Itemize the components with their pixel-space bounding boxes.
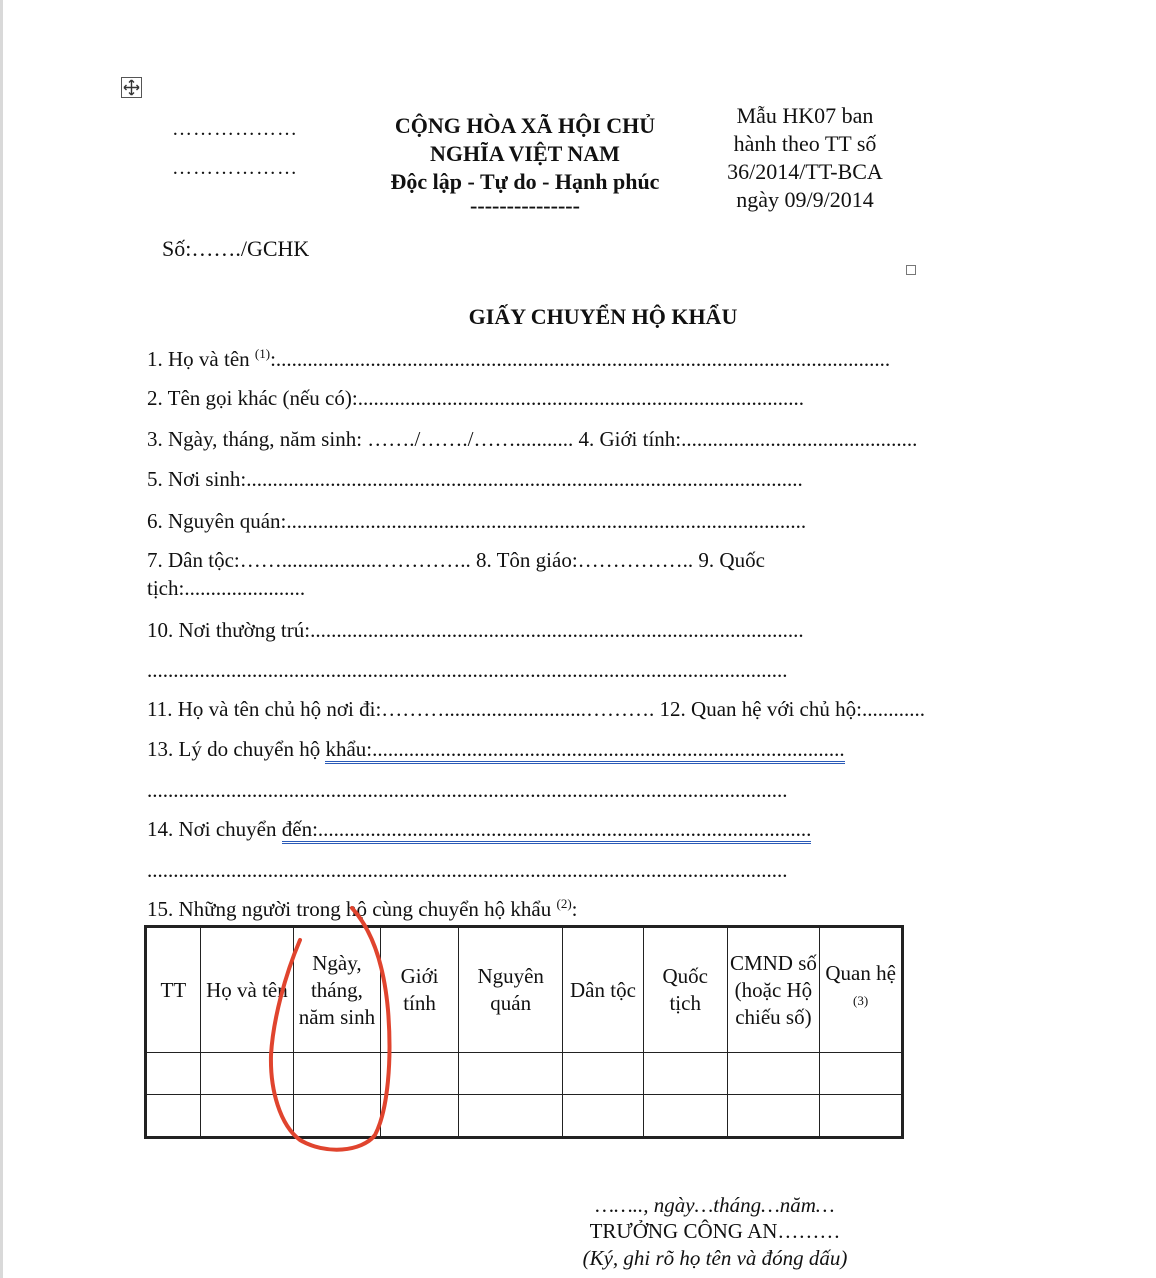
signature-office: TRƯỞNG CÔNG AN………	[589, 1219, 841, 1243]
table-cell[interactable]	[643, 1095, 727, 1138]
field-5-birthplace[interactable]: 5. Nơi sinh:..........................................................................................................	[147, 467, 803, 491]
signature-note: (Ký, ghi rõ họ tên và đóng dấu)	[582, 1246, 848, 1270]
field-13-underlined: khẩu:..........................................................................................	[325, 737, 844, 764]
table-cell[interactable]	[200, 1095, 293, 1138]
field-13-label: 13. Lý do chuyển hộ	[147, 737, 326, 761]
col-header-nationality: Quốc tịch	[643, 927, 727, 1053]
field-14-continued[interactable]: ..........................................................................................................................	[147, 858, 788, 882]
nation-line-2: NGHĨA VIỆT NAM	[430, 141, 620, 166]
field-11-household-head[interactable]: 11. Họ và tên chủ hộ nơi đi:………...........................………. 12. Quan hệ với chủ hộ:............	[147, 697, 925, 721]
table-cell[interactable]	[727, 1053, 820, 1095]
col-header-id: CMND số (hoặc Hộ chiếu số)	[727, 927, 820, 1053]
table-header-row	[146, 927, 903, 1053]
table-cell[interactable]	[294, 1095, 381, 1138]
form-code-line-4: ngày 09/9/2014	[736, 187, 874, 212]
field-1-dots: :.....................................................................................................................	[270, 347, 891, 371]
table-row	[146, 1053, 903, 1095]
field-14-label: 14. Nơi chuyển	[147, 817, 282, 841]
field-10-permanent-residence[interactable]: 10. Nơi thường trú:..............................................................................................	[147, 618, 804, 642]
table-cell[interactable]	[563, 1053, 644, 1095]
field-3-birthdate-gender[interactable]: 3. Ngày, tháng, năm sinh: ……./……./……........... 4. Giới tính:.............................................	[147, 427, 918, 451]
table-cell[interactable]	[820, 1053, 903, 1095]
col-header-relation-label: Quan hệ	[825, 961, 896, 985]
table-cell[interactable]	[727, 1095, 820, 1138]
nation-line-1: CỘNG HÒA XÃ HỘI CHỦ	[394, 113, 656, 138]
table-cell[interactable]	[459, 1095, 563, 1138]
col-header-gender: Giới tính	[380, 927, 459, 1053]
motto-rule: ---------------	[470, 193, 580, 218]
col-header-hometown: Nguyên quán	[459, 927, 563, 1053]
signature-date: …….., ngày…tháng…năm…	[595, 1193, 835, 1217]
col-header-birthdate: Ngày, tháng, năm sinh	[294, 927, 381, 1053]
table-cell[interactable]	[380, 1053, 459, 1095]
field-15-colon: :	[571, 897, 578, 921]
field-15-members	[147, 896, 578, 922]
page-edge	[0, 0, 3, 1278]
footnote-3: (3)	[853, 993, 869, 1008]
motto: Độc lập - Tự do - Hạnh phúc	[390, 169, 660, 194]
col-header-name: Họ và tên	[200, 927, 293, 1053]
document-title: GIẤY CHUYỂN HỘ KHẨU	[468, 304, 738, 329]
form-code-line-3: 36/2014/TT-BCA	[727, 159, 883, 184]
footnote-2: (2)	[556, 896, 572, 911]
table-cell[interactable]	[643, 1053, 727, 1095]
form-code-line-2: hành theo TT số	[733, 131, 877, 156]
field-1-label: 1. Họ và tên	[147, 347, 250, 371]
table-move-handle-icon[interactable]	[121, 77, 142, 98]
table-cell[interactable]	[146, 1095, 201, 1138]
agency-dots-2: ………………	[172, 157, 298, 179]
field-14-destination[interactable]	[147, 817, 811, 842]
form-code	[700, 102, 910, 214]
household-members-table	[144, 925, 904, 1139]
field-15-label: 15. Những người trong hộ cùng chuyển hộ khẩu	[147, 897, 552, 921]
col-header-relation	[820, 927, 903, 1053]
field-9-nationality[interactable]: tịch:.......................	[147, 576, 306, 600]
national-header	[340, 112, 710, 216]
col-header-tt: TT	[146, 927, 201, 1053]
field-1-full-name[interactable]	[147, 346, 890, 372]
field-6-hometown[interactable]: 6. Nguyên quán:...................................................................................................	[147, 509, 807, 533]
table-cell[interactable]	[820, 1095, 903, 1138]
table-cell[interactable]	[146, 1053, 201, 1095]
footnote-1: (1)	[254, 346, 271, 361]
document-number: Số:……./GCHK	[162, 236, 310, 261]
table-cell[interactable]	[380, 1095, 459, 1138]
field-10-continued[interactable]: ..........................................................................................................................	[147, 658, 788, 682]
col-header-ethnicity: Dân tộc	[563, 927, 644, 1053]
agency-dots-1: ………………	[172, 118, 298, 140]
table-resize-handle[interactable]	[906, 265, 916, 275]
table-cell[interactable]	[563, 1095, 644, 1138]
table-row	[146, 1095, 903, 1138]
field-13-continued[interactable]: ..........................................................................................................................	[147, 778, 788, 802]
table-cell[interactable]	[200, 1053, 293, 1095]
table-cell[interactable]	[459, 1053, 563, 1095]
field-2-other-name[interactable]: 2. Tên gọi khác (nếu có):.....................................................................................	[147, 386, 804, 410]
table-cell[interactable]	[294, 1053, 381, 1095]
field-14-underlined: đến:..............................................................................................	[282, 817, 812, 844]
field-7-ethnicity-religion[interactable]: 7. Dân tộc:……..................………….. 8. Tôn giáo:…………….. 9. Quốc	[147, 548, 765, 572]
field-13-reason[interactable]	[147, 737, 845, 762]
form-code-line-1: Mẫu HK07 ban	[736, 103, 874, 128]
